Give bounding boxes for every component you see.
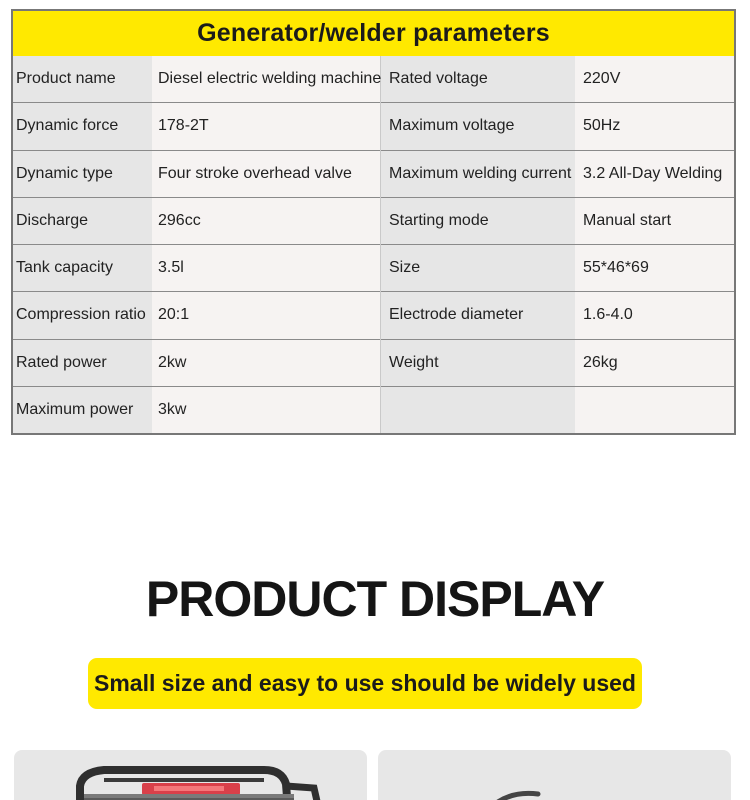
param-label: Electrode diameter — [389, 306, 524, 324]
param-label: Tank capacity — [16, 259, 113, 277]
param-value: 2kw — [158, 353, 187, 371]
param-label: Maximum power — [16, 400, 134, 418]
table-row — [381, 151, 736, 198]
param-label: Product name — [16, 70, 116, 88]
param-label: Weight — [389, 353, 439, 371]
generator-frame-image — [14, 750, 367, 800]
product-image-card-left — [14, 750, 367, 800]
table-row — [381, 245, 736, 292]
right-parameter-rows — [381, 56, 736, 433]
table-row — [13, 245, 380, 292]
product-image-card-right — [378, 750, 731, 800]
table-row — [381, 198, 736, 245]
param-value: 220V — [583, 70, 621, 88]
param-label: Size — [389, 259, 421, 277]
param-label: Maximum voltage — [389, 117, 515, 135]
parameters-table — [11, 9, 736, 435]
table-row — [13, 198, 380, 245]
table-row — [381, 387, 736, 433]
param-value: 1.6-4.0 — [583, 306, 633, 324]
table-row — [13, 292, 380, 339]
param-value: 55*46*69 — [583, 259, 649, 277]
table-row — [13, 151, 380, 198]
table-row — [13, 56, 380, 103]
table-row — [381, 56, 736, 103]
param-label: Rated voltage — [389, 70, 488, 88]
table-row — [381, 103, 736, 150]
param-label: Starting mode — [389, 211, 489, 229]
param-value: Four stroke overhead valve — [158, 164, 352, 182]
left-parameter-rows — [13, 56, 380, 433]
param-value: 50Hz — [583, 117, 621, 135]
param-label: Compression ratio — [16, 306, 146, 324]
parameters-title: Generator/welder parameters — [13, 11, 734, 56]
param-label: Dynamic type — [16, 164, 113, 182]
parameters-body — [13, 56, 734, 433]
param-label: Maximum welding current — [389, 164, 572, 182]
table-row — [13, 340, 380, 387]
tagline-banner: Small size and easy to use should be widely used — [88, 658, 642, 709]
table-row — [13, 103, 380, 150]
param-value: 178-2T — [158, 117, 209, 135]
param-value: 296cc — [158, 211, 201, 229]
param-value: 26kg — [583, 353, 618, 371]
param-label: Dynamic force — [16, 117, 119, 135]
param-value: 3.2 All-Day Welding — [583, 164, 723, 182]
table-row — [381, 340, 736, 387]
generator-side-image — [378, 750, 731, 800]
table-row — [13, 387, 380, 433]
param-value: Diesel electric welding machine — [158, 70, 382, 88]
product-display-heading: PRODUCT DISPLAY — [145, 571, 605, 627]
param-value: Manual start — [583, 211, 672, 229]
table-row — [381, 292, 736, 339]
param-label: Discharge — [16, 211, 89, 229]
param-value: 20:1 — [158, 306, 190, 324]
param-label: Rated power — [16, 353, 107, 371]
param-value: 3.5l — [158, 259, 184, 277]
param-value: 3kw — [158, 400, 187, 418]
